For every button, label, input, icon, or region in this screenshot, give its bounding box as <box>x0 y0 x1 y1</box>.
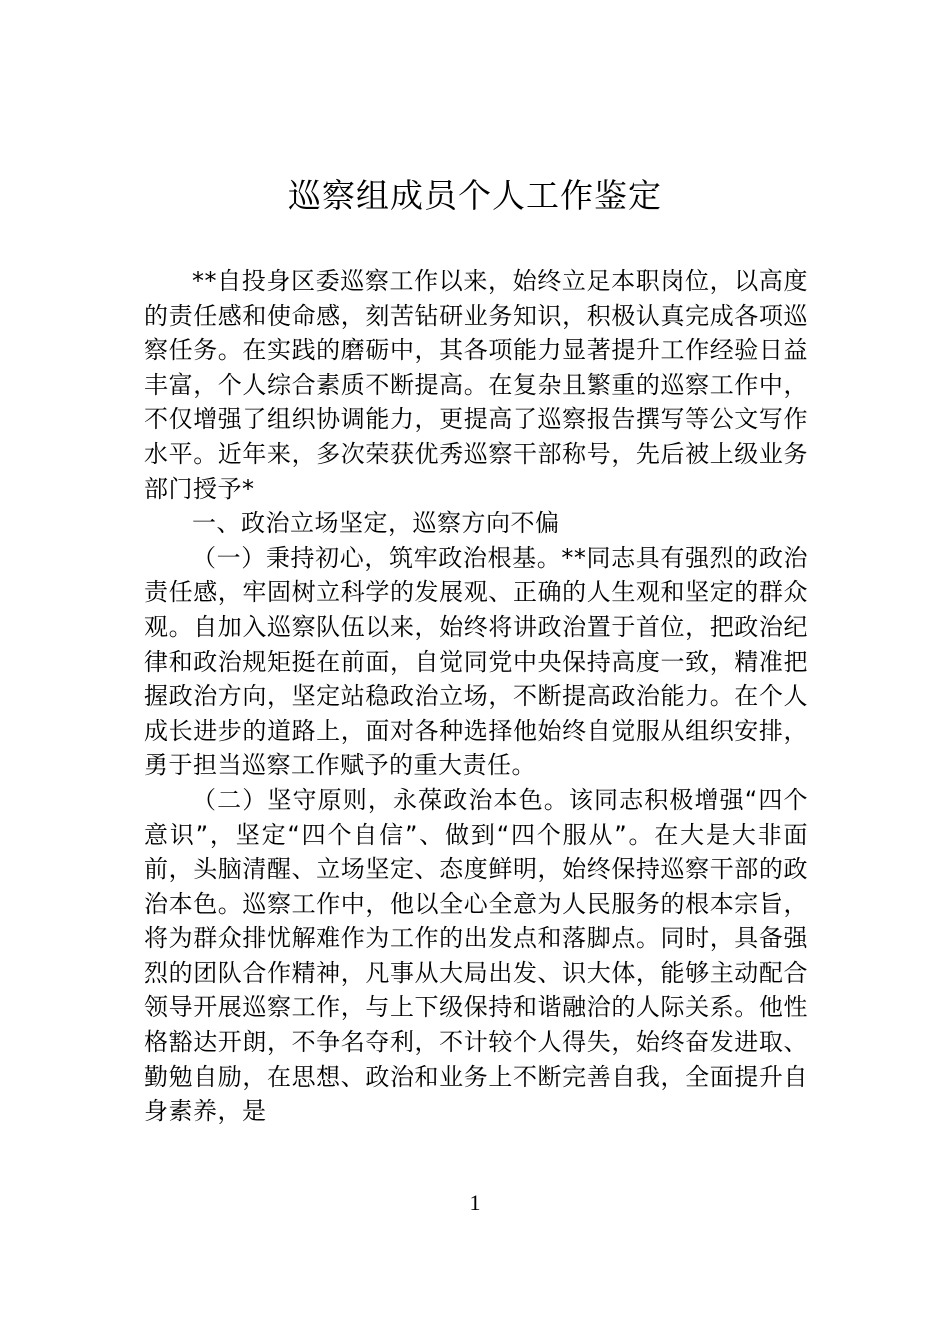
intro-paragraph: **自投身区委巡察工作以来，始终立足本职岗位，以高度的责任感和使命感，刻苦钻研业务知识，积极认真完成各项巡察任务。在实践的磨砺中，其各项能力显著提升工作经验日益丰富，个人综合素质不断提高。在复杂且繁重的巡察工作中，不仅增强了组织协调能力，更提高了巡察报告撰写等公文写作水平。近年来，多次荣获优秀巡察干部称号，先后被上级业务部门授予* <box>144 267 808 503</box>
page-number: 1 <box>469 1190 481 1215</box>
document-body <box>144 264 808 1129</box>
document-title: 巡察组成员个人工作鉴定 <box>288 176 662 215</box>
section-heading-1: 一、政治立场坚定，巡察方向不偏 <box>192 509 560 538</box>
subsection-paragraph-1: （一）秉持初心，筑牢政治根基。**同志具有强烈的政治责任感，牢固树立科学的发展观、正确的人生观和坚定的群众观。自加入巡察队伍以来，始终将讲政治置于首位，把政治纪律和政治规矩挺在前面，自觉同党中央保持高度一致，精准把握政治方向，坚定站稳政治立场，不断提高政治能力。在个人成长进步的道路上，面对各种选择他始终自觉服从组织安排，勇于担当巡察工作赋予的重大责任。 <box>144 543 808 780</box>
subsection-paragraph-2: （二）坚守原则，永葆政治本色。该同志积极增强“四个意识”，坚定“四个自信”、做到“四个服从”。在大是大非面前，头脑清醒、立场坚定、态度鲜明，始终保持巡察干部的政治本色。巡察工作中，他以全心全意为人民服务的根本宗旨，将为群众排忧解难作为工作的出发点和落脚点。同时，具备强烈的团队合作精神，凡事从大局出发、识大体，能够主动配合领导开展巡察工作，与上下级保持和谐融洽的人际关系。他性格豁达开朗，不争名夺利，不计较个人得失，始终奋发进取、勤勉自励，在思想、政治和业务上不断完善自我，全面提升自身素养，是 <box>144 785 808 1126</box>
